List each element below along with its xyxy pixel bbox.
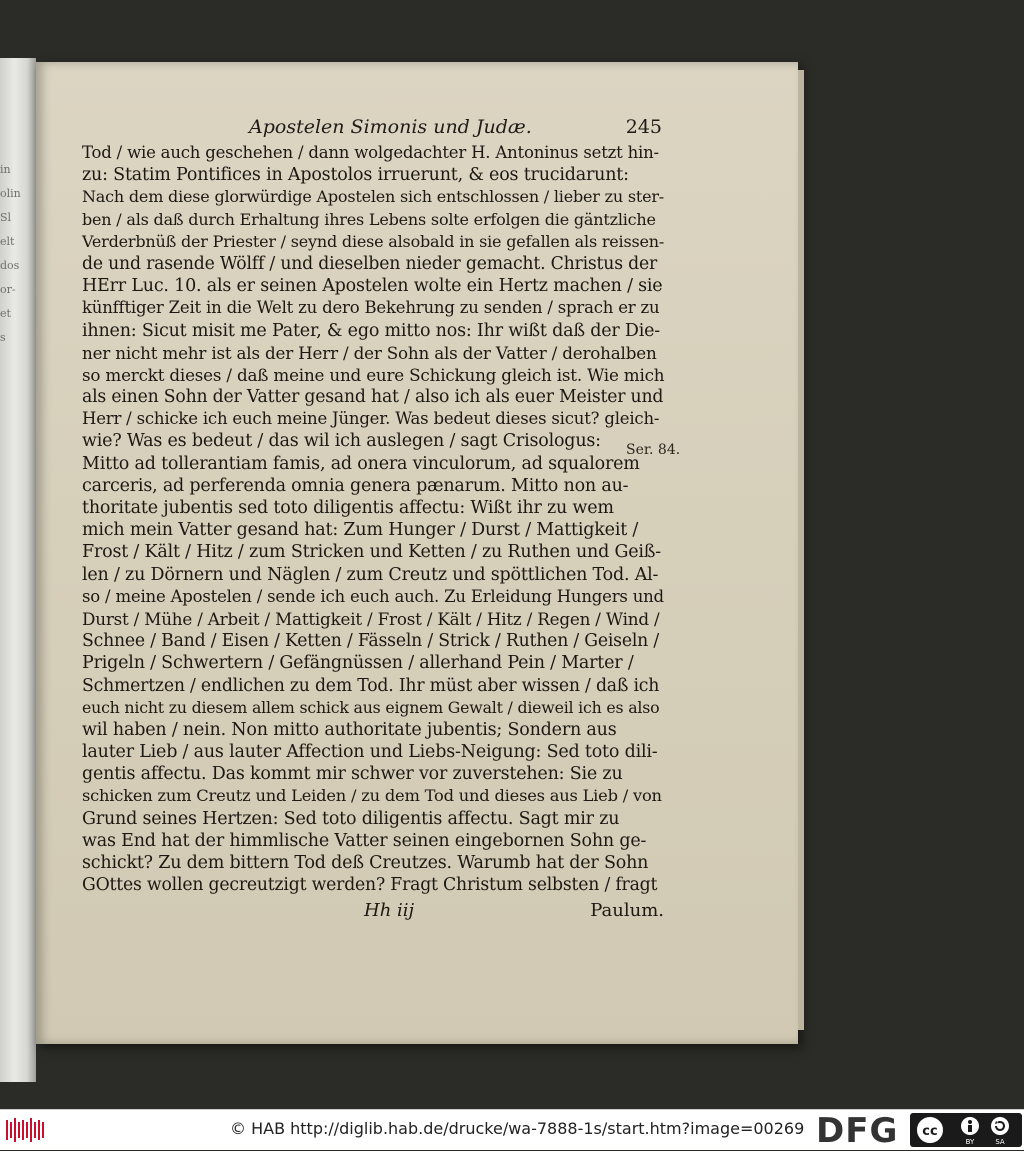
text-line: Schmertzen / endlichen zu dem Tod. Ihr müst aber wissen / daß ich bbox=[82, 675, 660, 696]
text-line: mich mein Vatter gesand hat: Zum Hunger / Durst / Mattigkeit / bbox=[82, 520, 639, 541]
edge-fragment: dos bbox=[0, 259, 20, 272]
running-title: Apostelen Simonis und Judæ. bbox=[249, 116, 532, 138]
text-line: Grund seines Hertzen: Sed toto diligentis affectu. Sagt mir zu bbox=[82, 808, 620, 829]
license-label-by: BY bbox=[965, 1138, 975, 1146]
edge-fragment: Sl bbox=[0, 211, 12, 224]
text-line: so merckt dieses / daß meine und eure Schickung gleich ist. Wie mich bbox=[82, 364, 665, 385]
edge-fragment: elt bbox=[0, 235, 15, 248]
text-line: so / meine Apostelen / sende ich euch auch. Zu Erleidung Hungers und bbox=[82, 586, 664, 606]
left-edge-fragments bbox=[0, 158, 30, 350]
page-header bbox=[204, 116, 662, 142]
text-line: carceris, ad perferenda omnia genera pænarum. Mitto non au- bbox=[82, 475, 629, 496]
text-line: was End hat der himmlische Vatter seinen eingebornen Sohn ge- bbox=[82, 830, 647, 851]
edge-fragment: in bbox=[0, 163, 11, 176]
text-line: Verderbnüß der Priester / seynd diese alsobald in sie gefallen als reissen- bbox=[82, 231, 665, 251]
edge-fragment: olin bbox=[0, 187, 21, 200]
cc-license-badge[interactable] bbox=[910, 1113, 1022, 1147]
text-line: wie? Was es bedeut / das wil ich auslegen / sagt Crisologus: bbox=[82, 431, 601, 452]
text-line: len / zu Dörnern und Näglen / zum Creutz und spöttlichen Tod. Al- bbox=[82, 564, 659, 585]
body-text bbox=[82, 142, 664, 896]
text-line: gentis affectu. Das kommt mir schwer vor zuverstehen: Sie zu bbox=[82, 764, 623, 785]
text-line: zu: Statim Pontifices in Apostolos irruerunt, & eos trucidarunt: bbox=[82, 165, 629, 186]
text-line: lauter Lieb / aus lauter Affection und Liebs-Neigung: Sed toto dili- bbox=[82, 742, 658, 763]
cc-icon bbox=[916, 1116, 944, 1144]
signature-mark: Hh iij bbox=[364, 900, 415, 921]
text-line: ihnen: Sicut misit me Pater, & ego mitto nos: Ihr wißt daß der Die- bbox=[82, 320, 660, 341]
text-line: thoritate jubentis sed toto diligentis affectu: Wißt ihr zu wem bbox=[82, 498, 614, 518]
text-line: schicken zum Creutz und Leiden / zu dem Tod und dieses aus Lieb / von bbox=[82, 786, 662, 806]
text-line: de und rasende Wölff / und dieselben nieder gemacht. Christus der bbox=[82, 253, 658, 274]
text-line: wil haben / nein. Non mitto authoritate jubentis; Sondern aus bbox=[82, 719, 617, 740]
text-line: Prigeln / Schwertern / Gefängnüssen / allerhand Pein / Marter / bbox=[82, 653, 634, 674]
footer-bar bbox=[0, 1109, 1024, 1150]
book-page bbox=[36, 62, 798, 1044]
citation-link[interactable]: © HAB http://diglib.hab.de/drucke/wa-7888-1s/start.htm?image=00269 bbox=[230, 1119, 805, 1138]
svg-text:cc: cc bbox=[922, 1124, 938, 1139]
sa-icon bbox=[991, 1117, 1009, 1135]
text-line: künfftiger Zeit in die Welt zu dero Bekehrung zu senden / sprach er zu bbox=[82, 298, 660, 318]
text-line: ner nicht mehr ist als der Herr / der Sohn als der Vatter / derohalben bbox=[82, 342, 657, 363]
book-left-edge bbox=[0, 58, 36, 1082]
text-line: Mitto ad tollerantiam famis, ad onera vinculorum, ad squalorem bbox=[82, 453, 640, 474]
text-line: Tod / wie auch geschehen / dann wolgedachter H. Antoninus setzt hin- bbox=[82, 143, 659, 162]
text-line: als einen Sohn der Vatter gesand hat / also ich als euer Meister und bbox=[82, 387, 664, 408]
text-line: schickt? Zu dem bittern Tod deß Creutzes. Warumb hat der Sohn bbox=[82, 853, 649, 873]
page-number: 245 bbox=[625, 116, 662, 138]
text-line: Frost / Kält / Hitz / zum Stricken und Ketten / zu Ruthen und Geiß- bbox=[82, 542, 662, 563]
hab-logo-icon bbox=[6, 1116, 46, 1144]
edge-fragment: or- bbox=[0, 283, 16, 296]
marginal-note: Ser. 84. bbox=[626, 442, 681, 458]
dfg-logo: DFG bbox=[816, 1111, 899, 1151]
text-line: Durst / Mühe / Arbeit / Mattigkeit / Frost / Kält / Hitz / Regen / Wind / bbox=[82, 608, 660, 629]
text-line: Herr / schicke ich euch meine Jünger. Was bedeut dieses sicut? gleich- bbox=[82, 409, 660, 429]
license-label-sa: SA bbox=[995, 1138, 1005, 1146]
text-line: HErr Luc. 10. als er seinen Apostelen wolte ein Hertz machen / sie bbox=[82, 276, 663, 297]
edge-fragment: et bbox=[0, 307, 11, 320]
catchword: Paulum. bbox=[590, 900, 664, 921]
text-line: Schnee / Band / Eisen / Ketten / Fässeln / Strick / Ruthen / Geiseln / bbox=[82, 631, 659, 652]
text-line: Nach dem diese glorwürdige Apostelen sich entschlossen / lieber zu ster- bbox=[82, 187, 665, 207]
by-icon bbox=[961, 1117, 979, 1135]
text-line: euch nicht zu diesem allem schick aus eignem Gewalt / dieweil ich es also bbox=[82, 697, 660, 717]
page-footer bbox=[82, 900, 664, 924]
text-line: ben / als daß durch Erhaltung ihres Lebens solte erfolgen die gäntzliche bbox=[82, 209, 656, 229]
edge-fragment: s bbox=[0, 331, 6, 344]
text-line: GOttes wollen gecreutzigt werden? Fragt Christum selbsten / fragt bbox=[82, 875, 658, 896]
